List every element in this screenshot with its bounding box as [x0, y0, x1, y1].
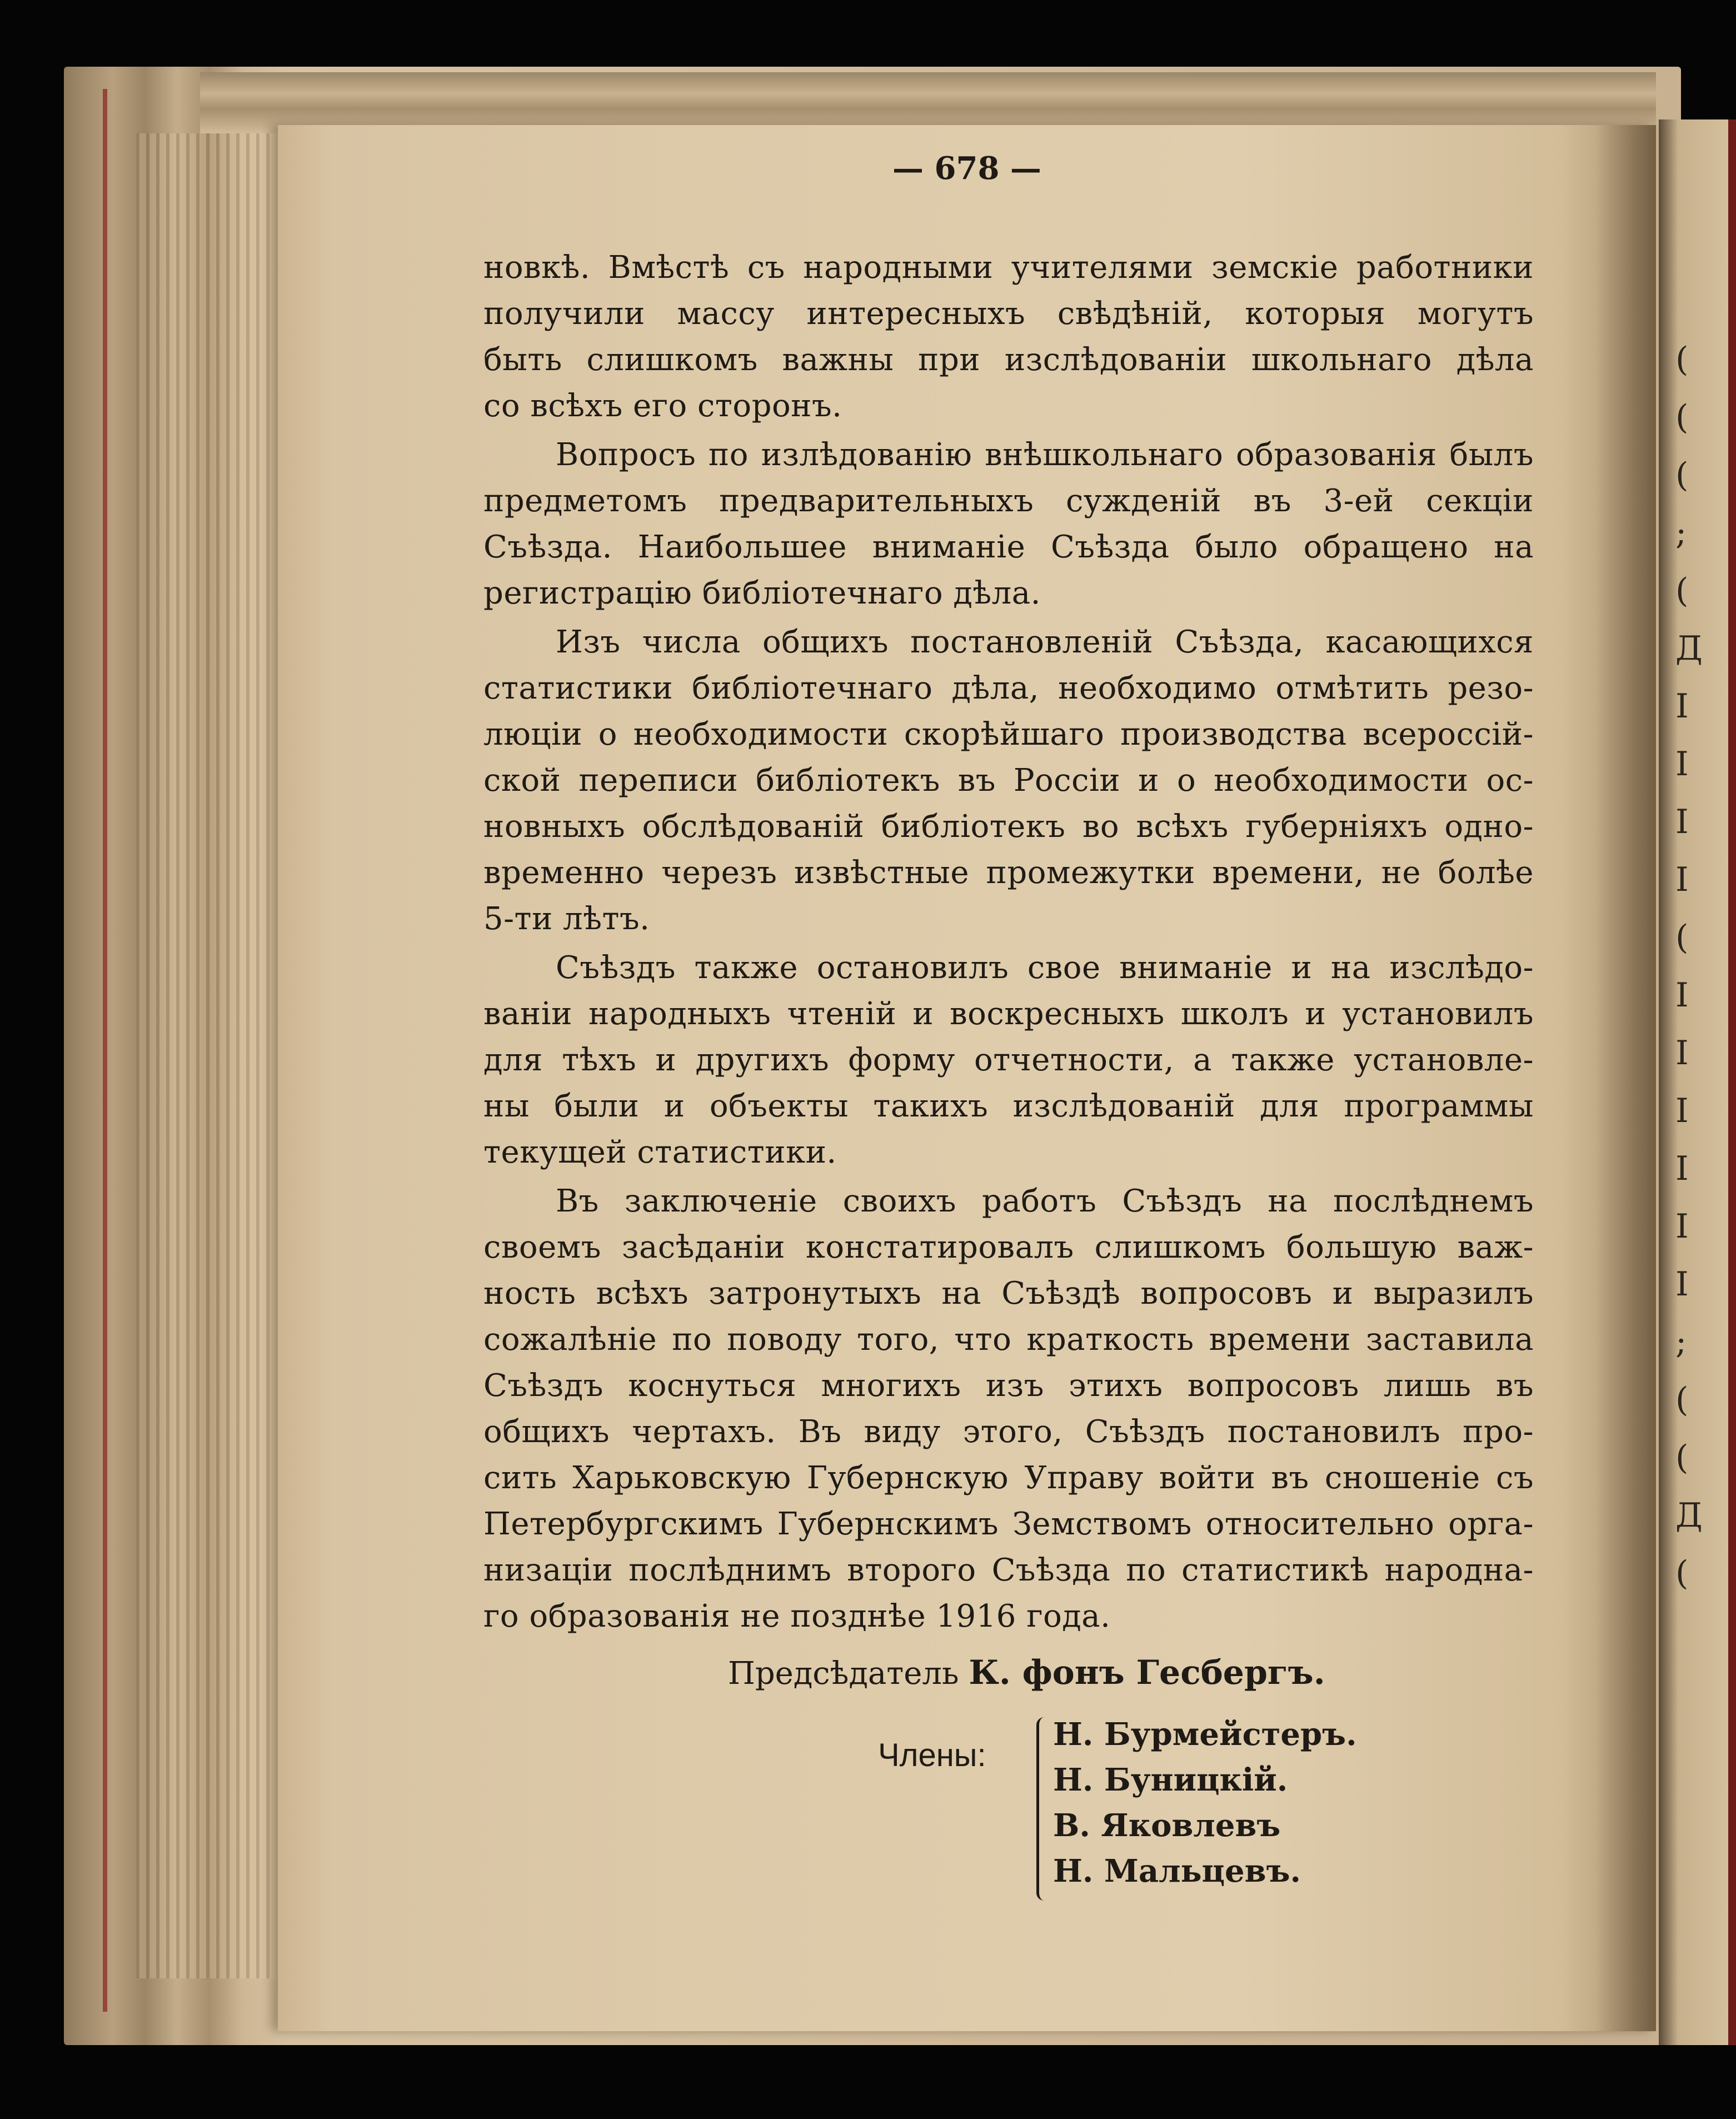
paragraph [483, 619, 1534, 942]
text-line: сожалѣнiе по поводу того, что краткость времени заставила [483, 1322, 1534, 1358]
member-name: В. Яковлевъ [1053, 1807, 1281, 1844]
members-list [1053, 1712, 1357, 1894]
edge-letter: Д [1675, 629, 1703, 668]
text-line: 5-ти лѣтъ. [483, 901, 650, 937]
body-text [483, 245, 1534, 1642]
text-line: Съѣздъ также остановилъ свое вниманiе и на изслѣдо- [556, 950, 1534, 986]
edge-letter: ; [1675, 1323, 1687, 1362]
text-line: своемъ засѣданiи констатировалъ слишкомъ большую важ- [483, 1229, 1534, 1265]
paragraph [483, 432, 1534, 616]
text-line: общихъ чертахъ. Въ виду этого, Съѣздъ постановилъ про- [483, 1414, 1534, 1450]
members-brace [1036, 1717, 1050, 1901]
text-line: Петербургскимъ Губернскимъ Земствомъ относительно орга- [483, 1506, 1534, 1542]
chairman-role: Предсѣдатель [728, 1656, 959, 1692]
text-line: ванiи народныхъ чтенiй и воскресныхъ школъ и установилъ [483, 996, 1534, 1032]
edge-letter: І [1675, 1091, 1689, 1130]
gutter-shadow [1595, 125, 1656, 2031]
text-line: со всѣхъ его сторонъ. [483, 388, 842, 424]
edge-letter: ( [1675, 340, 1689, 379]
text-line: Съѣздъ коснуться многихъ изъ этихъ вопросовъ лишь въ [483, 1368, 1534, 1404]
text-line: го образованiя не позднѣе 1916 года. [483, 1598, 1111, 1634]
edge-letter: І [1675, 860, 1689, 899]
facing-page-edge [1659, 119, 1736, 2045]
text-line: сить Харьковскую Губернскую Управу войти въ сношенiе съ [483, 1460, 1534, 1496]
edge-letter: І [1675, 1034, 1689, 1073]
edge-letter: ( [1675, 918, 1689, 957]
member-name: Н. Мальцевъ. [1053, 1853, 1301, 1889]
chairman-signature [728, 1653, 1325, 1692]
edge-letter: ( [1675, 1554, 1689, 1593]
text-line: текущей статистики. [483, 1134, 837, 1170]
member-name: Н. Бурмейстеръ. [1053, 1716, 1357, 1753]
edge-letter: ( [1675, 1438, 1689, 1477]
edge-letter: І [1675, 1207, 1689, 1246]
edge-letter: І [1675, 1149, 1689, 1188]
paragraph [483, 1178, 1534, 1639]
member-name: Н. Буницкiй. [1053, 1762, 1288, 1798]
edge-letter: ( [1675, 398, 1689, 437]
edge-letter: І [1675, 687, 1689, 726]
edge-letter: Д [1675, 1496, 1703, 1535]
edge-letter: ( [1675, 571, 1689, 610]
text-line: статистики библiотечнаго дѣла, необходимо отмѣтить резо- [483, 670, 1534, 706]
page-number: — 678 — [892, 150, 1041, 187]
edge-letter: ( [1675, 1380, 1689, 1419]
facing-page-text-fragments [1675, 331, 1731, 1887]
chairman-name: К. фонъ Гесбергъ. [969, 1653, 1325, 1692]
paragraph [483, 945, 1534, 1175]
text-line: предметомъ предварительныхъ сужденiй въ 3-ей секцiи [483, 483, 1534, 519]
text-line: Изъ числа общихъ постановленiй Съѣзда, касающихся [556, 624, 1534, 660]
text-line: ность всѣхъ затронутыхъ на Съѣздѣ вопросовъ и выразилъ [483, 1275, 1534, 1312]
page-top-edges [200, 72, 1656, 133]
text-line: новныхъ обслѣдованiй библiотекъ во всѣхъ губернiяхъ одно- [483, 809, 1534, 845]
edge-letter: ; [1675, 513, 1687, 552]
text-line: низацiи послѣднимъ второго Съѣзда по статистикѣ народна- [483, 1552, 1534, 1588]
text-line: Въ заключенiе своихъ работъ Съѣздъ на послѣднемъ [556, 1183, 1534, 1219]
text-line: люцiи о необходимости скорѣйшаго производства всероссiй- [483, 716, 1534, 752]
text-line: Вопросъ по излѣдованiю внѣшкольнаго образованiя былъ [556, 437, 1534, 473]
edge-letter: ( [1675, 456, 1689, 495]
text-line: для тѣхъ и другихъ форму отчетности, а также установле- [483, 1042, 1534, 1078]
edge-letter: І [1675, 745, 1689, 784]
text-line: временно черезъ извѣстные промежутки времени, не болѣе [483, 855, 1534, 891]
paragraph [483, 245, 1534, 429]
text-line: получили массу интересныхъ свѣдѣнiй, которыя могутъ [483, 296, 1534, 332]
text-line: новкѣ. Вмѣстѣ съ народными учителями земскiе работники [483, 250, 1534, 286]
text-line: ны были и объекты такихъ изслѣдованiй для программы [483, 1088, 1534, 1124]
members-label: Члены: [878, 1737, 986, 1773]
text-line: быть слишкомъ важны при изслѣдованiи школьнаго дѣла [483, 342, 1534, 378]
text-line: регистрацiю библiотечнаго дѣла. [483, 575, 1041, 611]
book-edge-red [1728, 119, 1736, 2045]
edge-letter: І [1675, 802, 1689, 841]
text-line: ской переписи библiотекъ въ Россiи и о необходимости ос- [483, 762, 1534, 799]
edge-letter: І [1675, 1265, 1689, 1304]
text-line: Съѣзда. Наибольшее вниманiе Съѣзда было обращено на [483, 529, 1534, 565]
edge-letter: І [1675, 976, 1689, 1015]
